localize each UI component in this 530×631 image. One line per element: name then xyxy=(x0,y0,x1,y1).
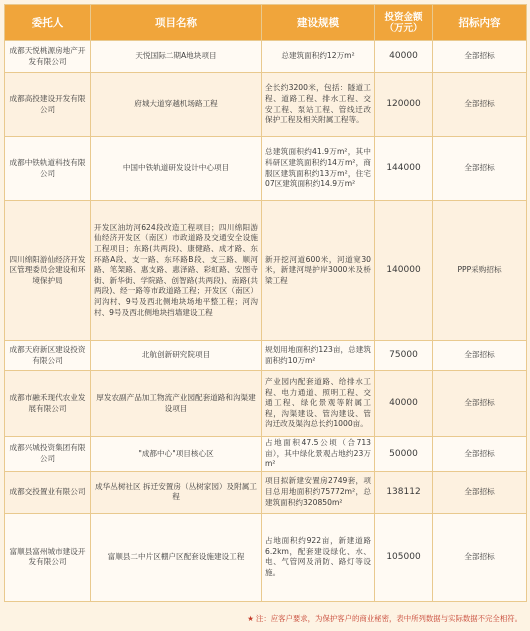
cell-amount: 140000 xyxy=(375,201,433,341)
cell-scale: 新开挖河道600米，河道宽30米，新建河堤护岸3000米及桥梁工程 xyxy=(262,201,375,341)
cell-client: 成都天府新区建设投资有限公司 xyxy=(5,341,91,371)
cell-scale: 占地面积47.5公顷（合713亩），其中绿化景观占地约23万m² xyxy=(262,437,375,472)
table-row xyxy=(5,371,527,437)
cell-project: 开发区油坊河624段改造工程项目；四川绵阳游仙经济开发区（南区）市政道路及交通安全设施工程项目；东路(共两段)、康健路、成才路、东环路A段、支一路、东环路B段、支三路、顺河路、笔架路、惠支路、惠泽路、彩虹路、安图寺街、新华街、学院路、创智路(共两段)、南路(共两段)、经一路等市政道路工程；开发区（南区）河沟村、9号及西北侧地块场地平整工程；河沟村、9号及西北侧地块挡墙建设工程 xyxy=(91,201,262,341)
cell-client: 富顺县富州城市建设开发有限公司 xyxy=(5,513,91,601)
cell-project: 厚发农副产品加工物流产业园配套道路和沟渠建设项目 xyxy=(91,371,262,437)
cell-tender: 全部招标 xyxy=(433,137,527,201)
cell-tender: 全部招标 xyxy=(433,471,527,513)
cell-project: 成华丛树社区 拆迁安置房（丛树家园）及附属工程 xyxy=(91,471,262,513)
star-icon: ★ xyxy=(247,614,254,623)
table-row xyxy=(5,437,527,472)
cell-project: 富顺县二中片区棚户区配套设施建设工程 xyxy=(91,513,262,601)
table-row xyxy=(5,201,527,341)
cell-amount: 50000 xyxy=(375,437,433,472)
cell-tender: 全部招标 xyxy=(433,73,527,137)
cell-project: "成都中心"项目核心区 xyxy=(91,437,262,472)
cell-amount: 120000 xyxy=(375,73,433,137)
cell-amount: 40000 xyxy=(375,41,433,73)
footnote xyxy=(0,613,522,624)
header-client: 委托人 xyxy=(5,5,91,41)
header-tender: 招标内容 xyxy=(433,5,527,41)
table-header-row xyxy=(5,5,527,41)
cell-amount: 138112 xyxy=(375,471,433,513)
table-row xyxy=(5,513,527,601)
header-scale: 建设规模 xyxy=(262,5,375,41)
cell-project: 府城大道穿越机场路工程 xyxy=(91,73,262,137)
cell-amount: 144000 xyxy=(375,137,433,201)
cell-client: 成都交投置业有限公司 xyxy=(5,471,91,513)
cell-amount: 75000 xyxy=(375,341,433,371)
table-row xyxy=(5,73,527,137)
cell-project: 天悦国际二期A地块项目 xyxy=(91,41,262,73)
cell-tender: 全部招标 xyxy=(433,513,527,601)
cell-client: 成都高投建设开发有限公司 xyxy=(5,73,91,137)
cell-tender: 全部招标 xyxy=(433,341,527,371)
cell-client: 成都兴城投资集团有限公司 xyxy=(5,437,91,472)
cell-amount: 40000 xyxy=(375,371,433,437)
cell-scale: 项目拟新建安置房2749套，项目总用地面积约75772m²，总建筑面积约320850m² xyxy=(262,471,375,513)
cell-scale: 全长约3200米，包括：隧道工程、道路工程、排水工程、交安工程、泵站工程、管线迁改保护工程及相关附属工程等。 xyxy=(262,73,375,137)
header-project: 项目名称 xyxy=(91,5,262,41)
cell-scale: 总建筑面积约12万m² xyxy=(262,41,375,73)
cell-scale: 产业园内配套道路、给排水工程、电力通道、照明工程、交通工程、绿化景观等附属工程，沟渠建设、管沟建设、管沟迁改及渠沟总长约1000亩。 xyxy=(262,371,375,437)
header-amount: 投资金额（万元） xyxy=(375,5,433,41)
cell-client: 成都天悦桃源房地产开发有限公司 xyxy=(5,41,91,73)
table-row xyxy=(5,137,527,201)
project-table xyxy=(4,4,527,602)
cell-project: 中国中铁轨道研发设计中心项目 xyxy=(91,137,262,201)
cell-client: 四川绵阳游仙经济开发区管理委员会建设和环境保护局 xyxy=(5,201,91,341)
cell-tender: PPP采购招标 xyxy=(433,201,527,341)
cell-scale: 总建筑面积约41.9万m²，其中科研区建筑面积约14万m²，商服区建筑面积约13万m²，住宅07区建筑面积约14.9万m² xyxy=(262,137,375,201)
cell-client: 成都市融禾现代农业发展有限公司 xyxy=(5,371,91,437)
cell-scale: 占地面积约922亩，新建道路6.2km，配套建设绿化、水、电、气管网及消防、路灯等设施。 xyxy=(262,513,375,601)
table-row xyxy=(5,471,527,513)
cell-tender: 全部招标 xyxy=(433,371,527,437)
cell-tender: 全部招标 xyxy=(433,41,527,73)
footnote-text: 注：应客户要求，为保护客户的商业秘密，表中所列数据与实际数据不完全相符。 xyxy=(255,614,522,623)
cell-client: 成都中铁轨道科技有限公司 xyxy=(5,137,91,201)
table-row xyxy=(5,41,527,73)
cell-scale: 规划用地面积约123亩，总建筑面积约10万m² xyxy=(262,341,375,371)
table-row xyxy=(5,341,527,371)
cell-project: 北航创新研究院项目 xyxy=(91,341,262,371)
cell-tender: 全部招标 xyxy=(433,437,527,472)
cell-amount: 105000 xyxy=(375,513,433,601)
